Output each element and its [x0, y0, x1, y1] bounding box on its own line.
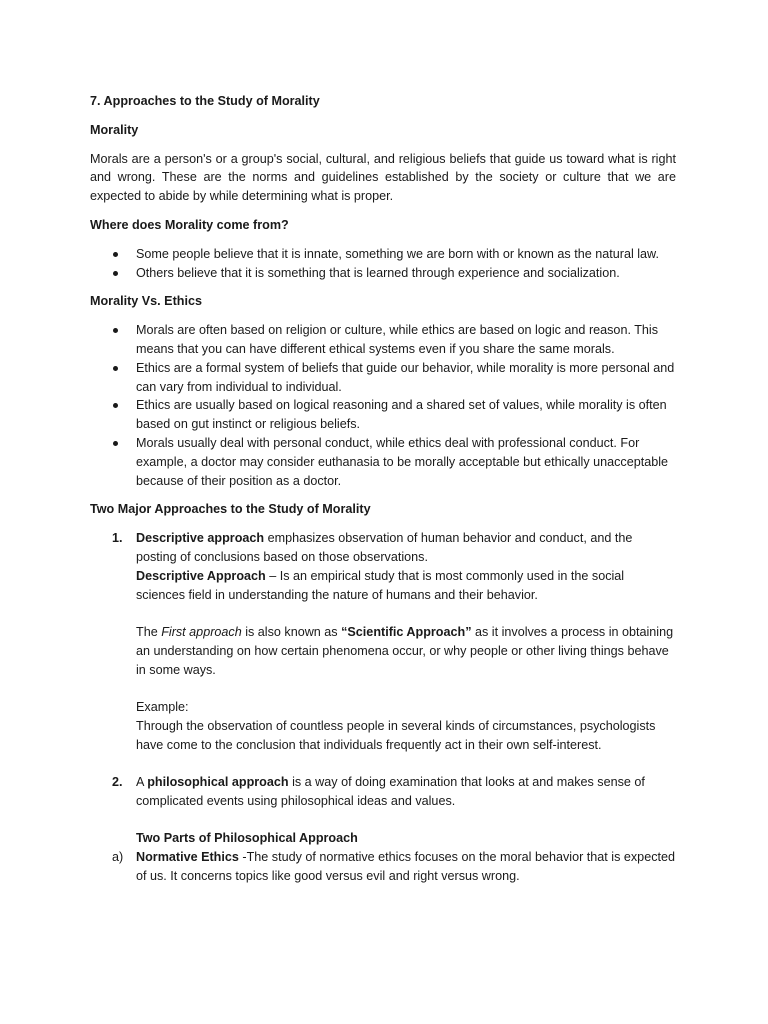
bullet-icon [113, 271, 118, 276]
origin-list [90, 245, 676, 283]
document-content [90, 92, 676, 895]
numbered-item-2 [90, 773, 676, 848]
example-text: Through the observation of countless people in several kinds of circumstances, psychologists have come to the conclusion that individuals frequently act in their own self-interest. [136, 719, 656, 752]
bullet-icon [113, 366, 118, 371]
normative-ethics-definition: Normative Ethics -The study of normative ethics focuses on the moral behavior that is expected of us. It concerns topics like good versus evil and right versus wrong. [136, 849, 675, 883]
vs-ethics-heading: Morality Vs. Ethics [90, 294, 202, 309]
scientific-approach-paragraph: The First approach is also known as “Scientific Approach” as it involves a process in obtaining an understanding on how certain phenomena occur, or why people or other living things behave in some ways. [136, 625, 674, 677]
philosophical-definition: A philosophical approach is a way of doing examination that looks at and makes sense of complicated events using philosophical ideas and values. [136, 774, 645, 808]
spacer [136, 680, 676, 699]
list-item [90, 434, 676, 490]
list-item [90, 245, 676, 264]
scientific-approach-term: “Scientific Approach” [341, 625, 472, 640]
spacer [136, 604, 676, 623]
term-descriptive-2: Descriptive Approach [136, 568, 266, 583]
vs-ethics-list [90, 321, 676, 490]
morality-paragraph: Morals are a person's or a group's social, cultural, and religious beliefs that guide us toward what is right and wrong. These are the norms and guidelines established by the society or culture that we are expected to abide by while determining what is proper. [90, 151, 676, 204]
list-item-text: Ethics are usually based on logical reasoning and a shared set of values, while morality is often based on gut instinct or religious beliefs. [136, 398, 667, 432]
descriptive-empirical: Descriptive Approach – Is an empirical study that is most commonly used in the social sciences field in understanding the nature of humans and their behavior. [136, 568, 625, 602]
origin-heading: Where does Morality come from? [90, 217, 289, 232]
lettered-item-a [90, 848, 676, 886]
parts-heading: Two Parts of Philosophical Approach [136, 831, 358, 846]
list-number: 1. [112, 531, 123, 546]
list-item-text: Some people believe that it is innate, something we are born with or known as the natural law. [136, 246, 659, 261]
list-number: 2. [112, 774, 123, 789]
list-item [90, 264, 676, 283]
example-label: Example: [136, 700, 189, 715]
bullet-icon [113, 403, 118, 408]
list-item-text: Morals usually deal with personal conduct, while ethics deal with professional conduct. For example, a doctor may consider euthanasia to be morally acceptable but ethically unacceptable because of their position as a doctor. [136, 435, 669, 488]
term-philosophical: philosophical approach [147, 774, 289, 789]
bullet-icon [113, 328, 118, 333]
list-item-text: Others believe that it is something that is learned through experience and socialization. [136, 265, 620, 280]
descriptive-definition: Descriptive approach emphasizes observation of human behavior and conduct, and the posting of conclusions based on those observations. [136, 531, 633, 564]
section-title: 7. Approaches to the Study of Morality [90, 94, 320, 108]
list-item-text: Ethics are a formal system of beliefs that guide our behavior, while morality is more personal and can vary from individual to individual. [136, 360, 675, 394]
two-major-heading: Two Major Approaches to the Study of Morality [90, 502, 371, 517]
list-item-text: Morals are often based on religion or culture, while ethics are based on logic and reason. This means that you can have different ethical systems even if you share the same morals. [136, 323, 659, 356]
spacer [136, 810, 676, 829]
spacer [90, 765, 676, 773]
first-approach-term: First approach [161, 625, 242, 640]
list-item [90, 321, 676, 359]
list-item [90, 359, 676, 397]
morality-heading: Morality [90, 122, 139, 137]
bullet-icon [113, 441, 118, 446]
bullet-icon [113, 252, 118, 257]
term-descriptive: Descriptive approach [136, 531, 265, 546]
term-normative-ethics: Normative Ethics [136, 849, 239, 864]
list-letter: a) [112, 849, 124, 864]
numbered-item-1 [90, 529, 676, 755]
list-item [90, 396, 676, 434]
